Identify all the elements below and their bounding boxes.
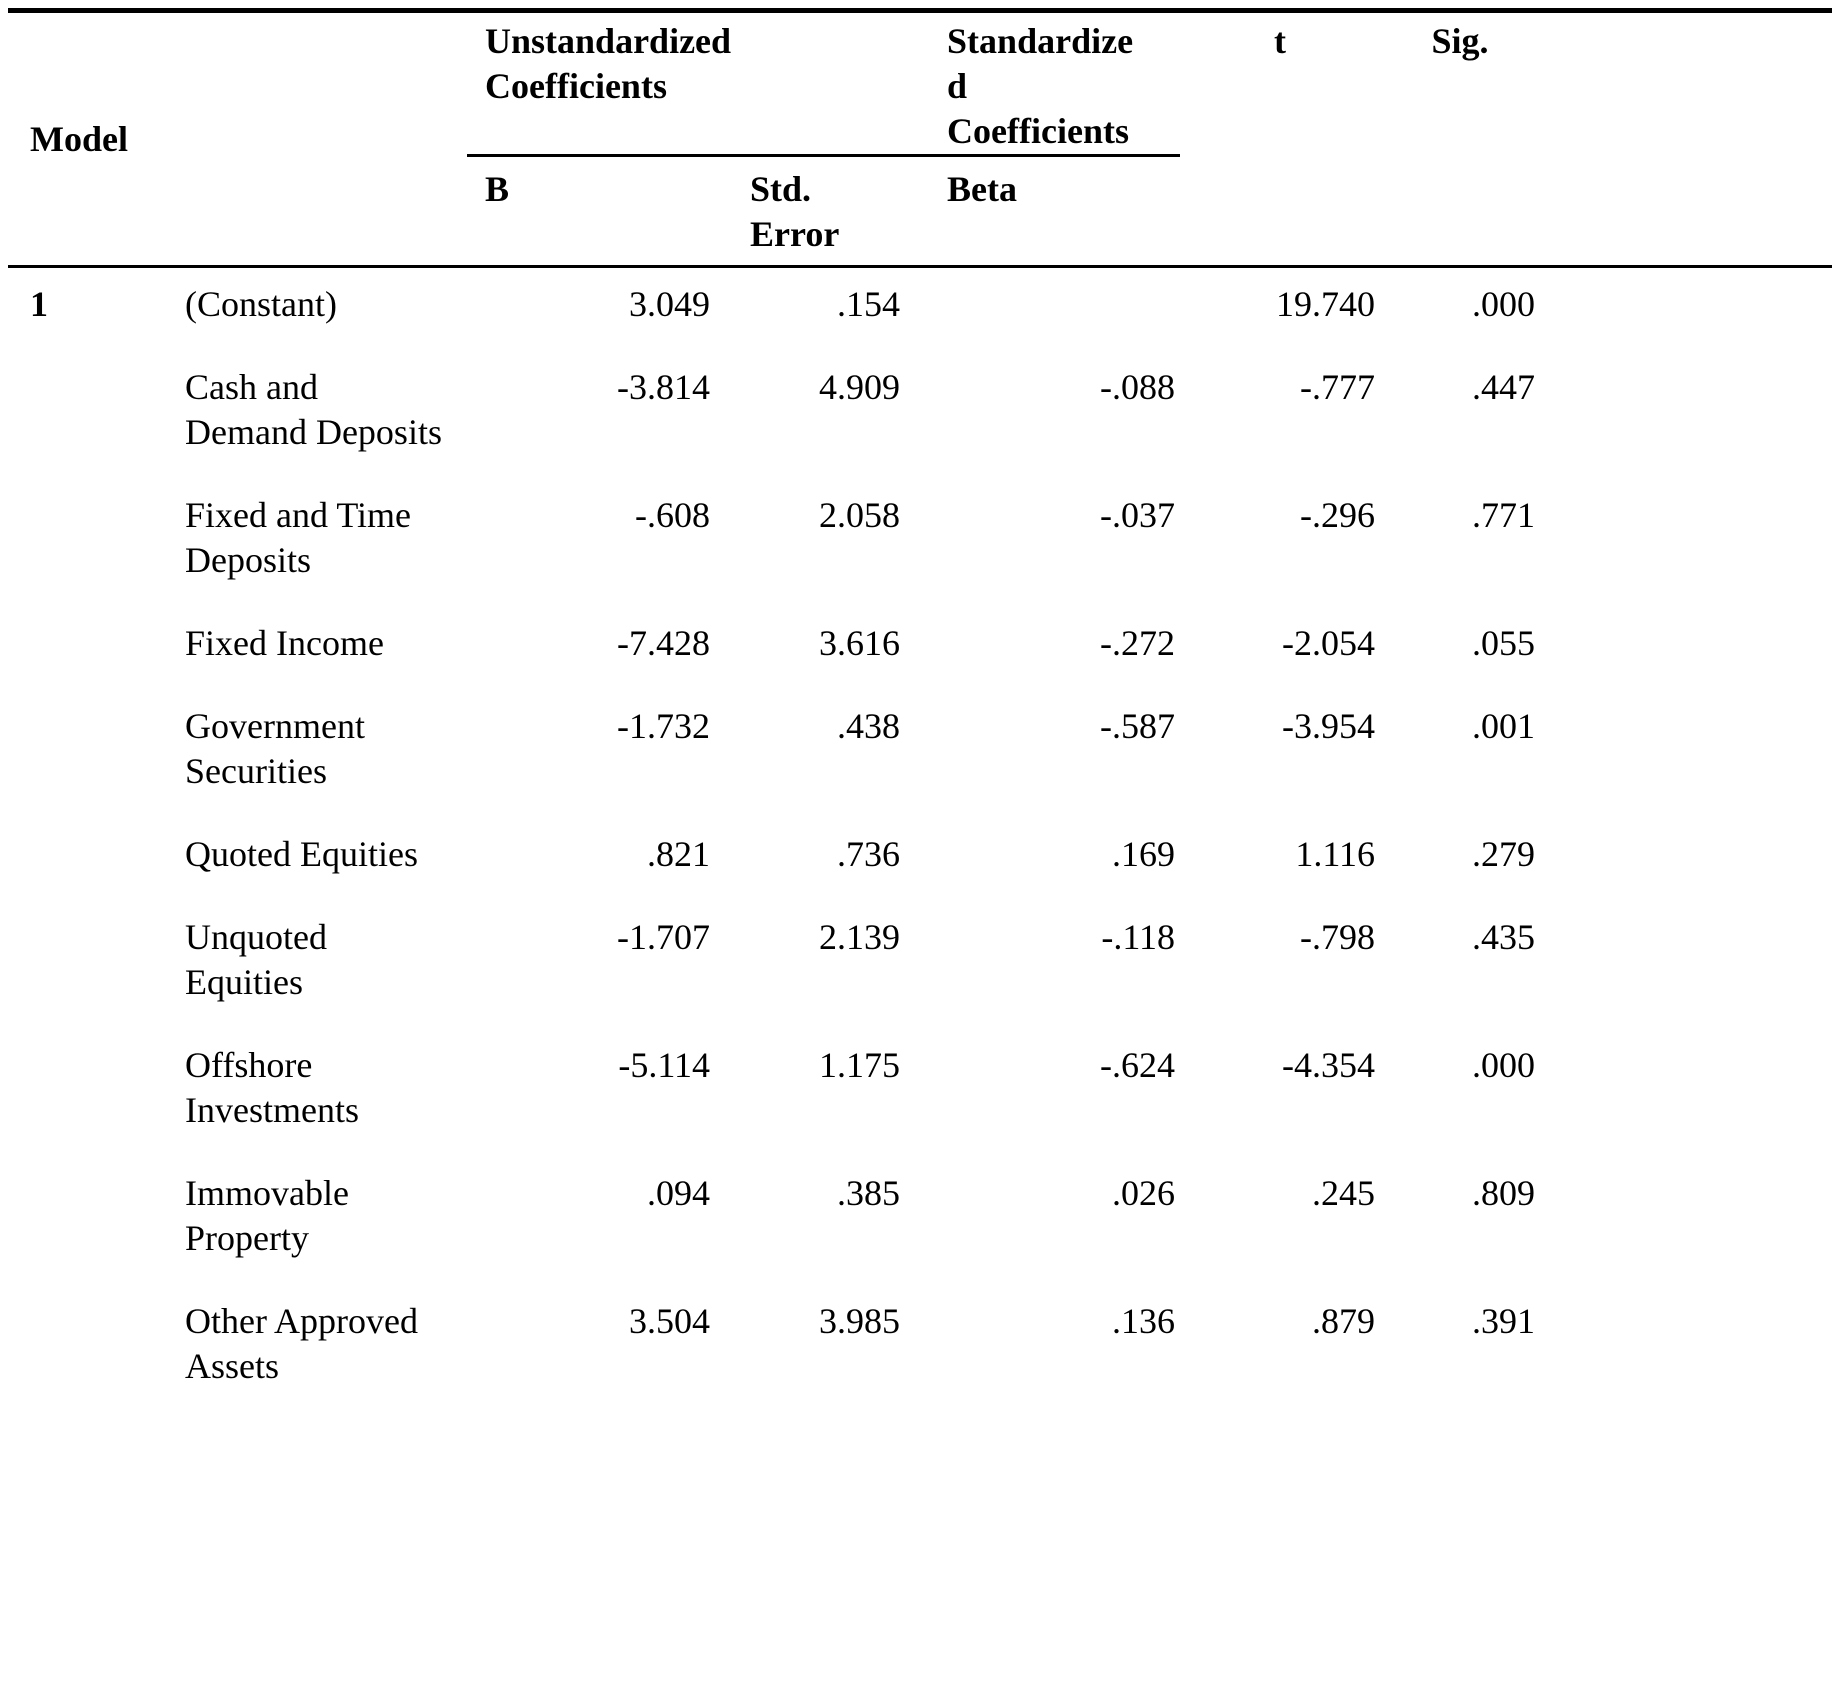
b-value: -1.707 (617, 917, 711, 957)
std-error-value: 1.175 (819, 1045, 901, 1085)
beta-value: -.037 (1100, 495, 1176, 535)
t-value: 19.740 (1276, 284, 1376, 324)
t-value: 1.116 (1295, 834, 1376, 874)
header-t: t (1274, 21, 1287, 61)
b-value: -1.732 (617, 706, 711, 746)
row-label: Cash and Demand Deposits (185, 367, 442, 452)
b-value: 3.504 (629, 1301, 711, 1341)
t-value: -.798 (1300, 917, 1376, 957)
spacer-cell (1540, 493, 1832, 621)
std-error-value: .385 (837, 1173, 901, 1213)
b-value: -3.814 (617, 367, 711, 407)
sig-value: .000 (1472, 284, 1536, 324)
model-number (8, 915, 185, 1043)
header-unstandardized-text: Unstandardized Coefficients (485, 21, 732, 106)
sig-value: .447 (1472, 367, 1536, 407)
table-row (8, 704, 1832, 832)
std-error-value: 3.985 (819, 1301, 901, 1341)
std-error-value: .736 (837, 834, 901, 874)
header-beta: Beta (947, 169, 1018, 209)
row-label: Fixed Income (185, 623, 384, 663)
spacer-cell (1540, 1299, 1832, 1427)
std-error-value: 4.909 (819, 367, 901, 407)
std-error-value: 3.616 (819, 623, 901, 663)
beta-value (905, 267, 1180, 366)
sig-value: .000 (1472, 1045, 1536, 1085)
b-value: 3.049 (629, 284, 711, 324)
model-number (8, 832, 185, 915)
model-number: 1 (30, 284, 48, 324)
spacer-cell (1540, 704, 1832, 832)
sig-value: .809 (1472, 1173, 1536, 1213)
b-value: .094 (647, 1173, 711, 1213)
t-value: -2.054 (1282, 623, 1376, 663)
table-row (8, 493, 1832, 621)
spacer-cell (1540, 621, 1832, 704)
t-value: -.777 (1300, 367, 1376, 407)
table-row (8, 365, 1832, 493)
beta-value: .136 (1112, 1301, 1176, 1341)
model-number (8, 1299, 185, 1427)
header-sig: Sig. (1431, 21, 1489, 61)
model-number (8, 365, 185, 493)
header-b: B (485, 169, 510, 209)
spacer-column (1540, 11, 1832, 267)
sig-value: .001 (1472, 706, 1536, 746)
header-model: Model (30, 118, 128, 159)
sig-value: .279 (1472, 834, 1536, 874)
beta-value: -.624 (1100, 1045, 1176, 1085)
beta-value: -.088 (1100, 367, 1176, 407)
beta-value: -.587 (1100, 706, 1176, 746)
table-body (8, 267, 1832, 1428)
sig-value: .391 (1472, 1301, 1536, 1341)
std-error-value: 2.139 (819, 917, 901, 957)
model-number (8, 704, 185, 832)
t-value: -.296 (1300, 495, 1376, 535)
std-error-value: .438 (837, 706, 901, 746)
row-label: Offshore Investments (185, 1045, 359, 1130)
row-label: Fixed and Time Deposits (185, 495, 412, 580)
beta-value: .169 (1112, 834, 1176, 874)
header-std-error-text: Std. Error (750, 169, 840, 254)
sig-value: .055 (1472, 623, 1536, 663)
b-value: -5.114 (618, 1045, 711, 1085)
t-value: .245 (1312, 1173, 1376, 1213)
sig-value: .771 (1472, 495, 1536, 535)
table-row (8, 621, 1832, 704)
row-label: Other Approved Assets (185, 1301, 418, 1386)
t-value: -4.354 (1282, 1045, 1376, 1085)
beta-value: -.118 (1101, 917, 1176, 957)
spacer-cell (1540, 267, 1832, 366)
table-row (8, 915, 1832, 1043)
t-value: .879 (1312, 1301, 1376, 1341)
std-error-value: .154 (837, 284, 901, 324)
model-number (8, 621, 185, 704)
std-error-value: 2.058 (819, 495, 901, 535)
table-header (8, 11, 1832, 267)
b-value: .821 (647, 834, 711, 874)
table-row (8, 1043, 1832, 1171)
spacer-cell (1540, 915, 1832, 1043)
table-row (8, 267, 1832, 366)
spacer-cell (1540, 365, 1832, 493)
spacer-cell (1540, 1171, 1832, 1299)
model-number (8, 1043, 185, 1171)
row-label: Immovable Property (185, 1173, 349, 1258)
row-label: Quoted Equities (185, 834, 418, 874)
row-label: Government Securities (185, 706, 365, 791)
spacer-cell (1540, 832, 1832, 915)
table-row (8, 1171, 1832, 1299)
header-standardized-text: Standardized Coefficients (947, 21, 1134, 151)
header-unstandardized-coefficients (467, 11, 905, 156)
sig-value: .435 (1472, 917, 1536, 957)
row-label: (Constant) (185, 284, 337, 324)
beta-value: .026 (1112, 1173, 1176, 1213)
row-label: Unquoted Equities (185, 917, 327, 1002)
regression-coefficients-table (8, 8, 1832, 1427)
b-value: -.608 (635, 495, 711, 535)
header-standardized-coefficients (905, 11, 1180, 156)
model-number (8, 1171, 185, 1299)
beta-value: -.272 (1100, 623, 1176, 663)
table-row (8, 832, 1832, 915)
b-value: -7.428 (617, 623, 711, 663)
spacer-cell (1540, 1043, 1832, 1171)
t-value: -3.954 (1282, 706, 1376, 746)
header-std-error (715, 156, 905, 267)
model-number (8, 493, 185, 621)
table-row (8, 1299, 1832, 1427)
